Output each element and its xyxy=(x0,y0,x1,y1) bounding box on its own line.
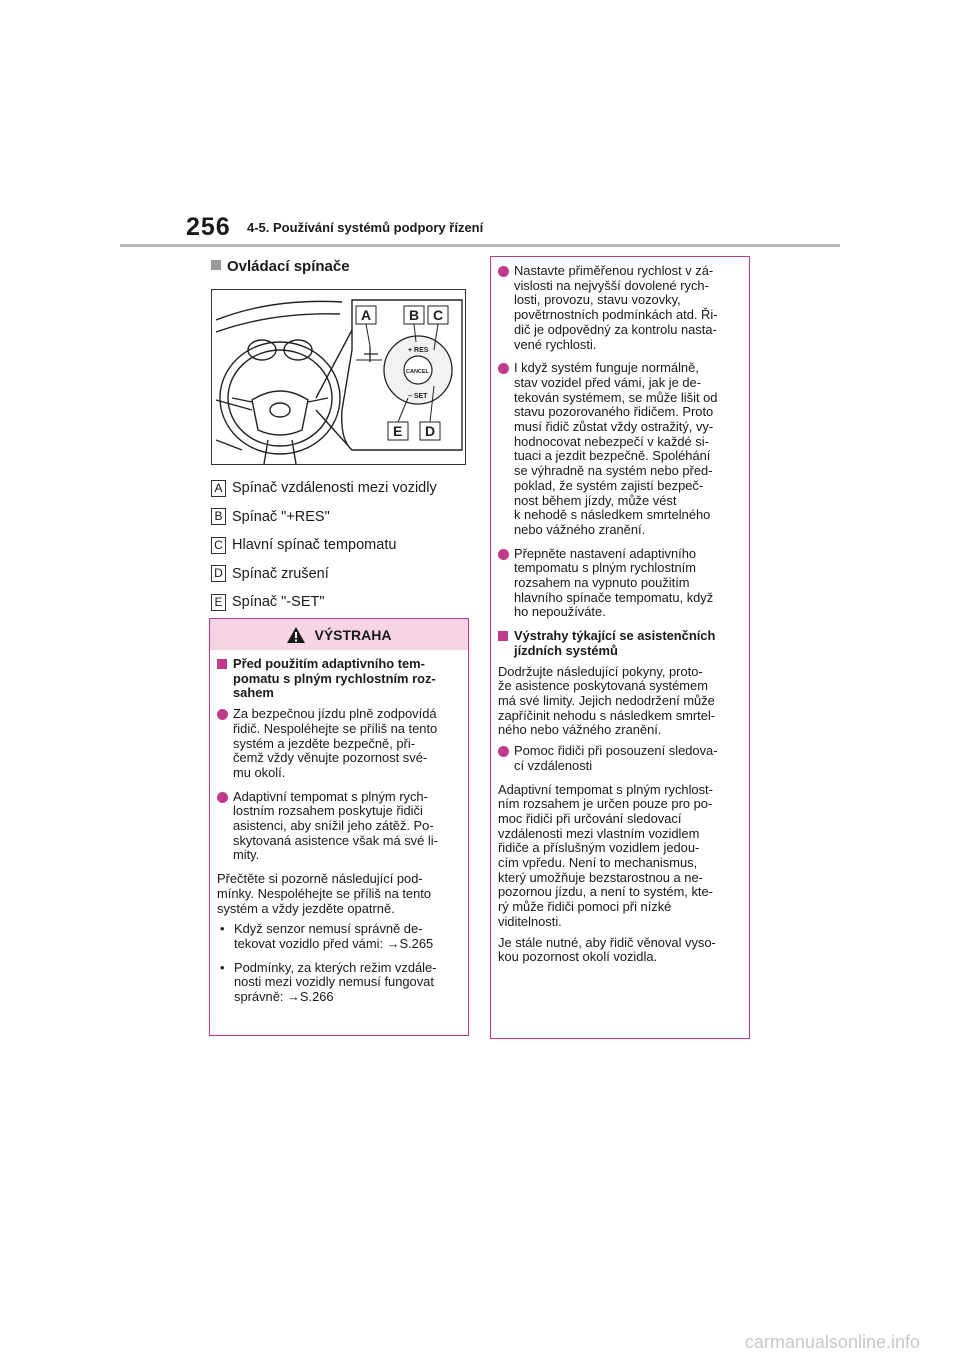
legend-text: Hlavní spínač tempomatu xyxy=(232,537,397,554)
text-line: I když systém funguje normálně, xyxy=(514,360,699,376)
warning-item-1 xyxy=(217,922,461,951)
warning-content xyxy=(210,650,468,1005)
label-legend xyxy=(211,474,471,617)
warning-header xyxy=(210,619,468,650)
text-line: Před použitím adaptivního tem- xyxy=(233,656,425,671)
text-line: kou pozornost okolí vozidla. xyxy=(498,949,658,965)
warning-item-2 xyxy=(217,961,461,1005)
text-line: mity. xyxy=(233,847,260,863)
legend-item-e xyxy=(211,588,471,617)
legend-key: E xyxy=(211,594,226,611)
text-line: který umožňuje bezstarostnou a ne- xyxy=(498,869,703,885)
text-line: Přečtěte si pozorně následující pod- xyxy=(217,871,423,887)
text-line: nost během jízdy, může vést xyxy=(514,492,677,508)
text-line: k nehodě s následkem smrtelného xyxy=(514,507,711,523)
section-title-text: Ovládací spínače xyxy=(227,258,350,275)
text-line: cí vzdálenosti xyxy=(514,757,593,773)
text-line: Adaptivní tempomat s plným rychlost- xyxy=(498,781,713,797)
square-bullet-icon xyxy=(498,631,508,641)
text-line: moc řidiči při určování sledovací xyxy=(498,810,682,826)
text-line: vislosti na nejvyšší dovolené rych- xyxy=(514,277,709,293)
right-bullet-3 xyxy=(498,547,742,621)
text-line: Výstrahy týkající se asistenčních xyxy=(514,628,716,644)
warning-continuation-box xyxy=(490,256,750,1039)
warning-heading xyxy=(217,657,461,701)
square-bullet-icon xyxy=(211,260,221,270)
text-line: Nastavte přiměřenou rychlost v zá- xyxy=(514,263,714,278)
callout-c: C xyxy=(433,307,444,323)
legend-key: A xyxy=(211,480,226,497)
callout-a: A xyxy=(361,307,372,323)
text-line: viditelnosti. xyxy=(498,913,562,929)
cancel-button-label: CANCEL xyxy=(406,369,429,375)
text-line: ním rozsahem je určen pouze pro po- xyxy=(498,796,713,812)
text-line: tuaci a jezdit bezpečně. Spoléhání xyxy=(514,448,711,464)
text-line: hodnocovat nebezpečí v každé si- xyxy=(514,433,709,449)
text-line: tempomatu s plným rychlostním xyxy=(514,560,696,576)
text-line: jízdních systémů xyxy=(514,642,618,658)
legend-key: C xyxy=(211,537,226,554)
text-line: má své limity. Jejich nedodržení může xyxy=(498,692,715,708)
text-line: lostním rozsahem poskytuje řidiči xyxy=(233,803,423,819)
text-line: pozornou jízdu, a není to systém, kte- xyxy=(498,884,713,900)
text-line: asistenci, aby snížil jeho zátěž. Po- xyxy=(233,818,434,834)
legend-text: Spínač zrušení xyxy=(232,565,329,582)
text-line: ho nepoužíváte. xyxy=(514,604,606,620)
res-button-label: + RES xyxy=(408,347,429,354)
text-line: vzdálenosti mezi vlastním vozidlem xyxy=(498,825,700,841)
round-bullet-icon xyxy=(217,792,228,803)
text-line: nosti mezi vozidly nemusí fungovat xyxy=(234,974,434,990)
text-line: stav vozidel před vámi, jak je de- xyxy=(514,374,701,390)
text-line: pomatu s plným rychlostním roz- xyxy=(233,670,436,686)
header-rule xyxy=(120,244,840,247)
steering-wheel-drawing xyxy=(212,290,465,464)
text-line: systém a jezděte bezpečně, při- xyxy=(233,735,415,751)
legend-item-c xyxy=(211,531,471,560)
text-line: mu okolí. xyxy=(233,764,286,780)
text-line: že asistence poskytovaná systémem xyxy=(498,678,708,694)
legend-item-b xyxy=(211,503,471,532)
chapter-title: 4-5. Používání systémů podpory řízení xyxy=(247,220,484,235)
warning-paragraph xyxy=(217,872,461,916)
legend-key: B xyxy=(211,508,226,525)
text-line: musí řidič zůstat vždy ostražitý, vy- xyxy=(514,419,714,435)
text-line: Adaptivní tempomat s plným rych- xyxy=(233,788,428,804)
text-line: poklad, že systém zajistí bezpeč- xyxy=(514,477,704,493)
page-reference-link[interactable]: správně: →S.266 xyxy=(234,989,334,1005)
text-line: systém a vždy jezděte opatrně. xyxy=(217,900,395,916)
warning-box xyxy=(209,618,469,1036)
text-line: zapříčinit nehodu s následkem smrtel- xyxy=(498,707,716,723)
text-line: stavu pozorovaného řidičem. Proto xyxy=(514,404,714,420)
right-paragraph-3 xyxy=(498,936,742,965)
text-line: rozsahem na vypnuto použitím xyxy=(514,575,690,591)
text-line: Je stále nutné, aby řidič věnoval vyso- xyxy=(498,934,716,950)
legend-item-a xyxy=(211,474,471,503)
text-line: ného nebo vážného zranění. xyxy=(498,722,662,738)
right-paragraph-2 xyxy=(498,783,742,930)
text-line: Přepněte nastavení adaptivního xyxy=(514,545,697,561)
round-bullet-icon xyxy=(498,363,509,374)
steering-wheel-illustration xyxy=(211,289,466,465)
warning-title: VÝSTRAHA xyxy=(314,626,392,643)
legend-text: Spínač vzdálenosti mezi vozidly xyxy=(232,480,437,497)
text-line: skytovaná asistence však má své li- xyxy=(233,832,438,848)
right-bullet-1 xyxy=(498,264,742,352)
legend-key: D xyxy=(211,565,226,582)
text-line: hlavního spínače tempomatu, když xyxy=(514,589,714,605)
legend-text: Spínač "+RES" xyxy=(232,508,330,525)
text-line: Když senzor nemusí správně de- xyxy=(234,921,423,937)
text-line: vené rychlosti. xyxy=(514,336,597,352)
right-heading xyxy=(498,629,742,658)
text-line: rý může řidiči pomoci při nízké xyxy=(498,899,672,915)
warning-bullet-1 xyxy=(217,707,461,781)
text-line: tekován systémem, se může lišit od xyxy=(514,389,718,405)
section-title xyxy=(211,258,350,275)
text-line: čemž vždy věnujte pozornost své- xyxy=(233,750,428,766)
page-reference-link[interactable]: tekovat vozidlo před vámi: →S.265 xyxy=(234,935,434,951)
legend-item-d xyxy=(211,560,471,589)
page-number: 256 xyxy=(186,213,231,241)
text-line: Pomoc řidiči při posouzení sledova- xyxy=(514,743,718,759)
text-line: mínky. Nespoléhejte se příliš na tento xyxy=(217,885,431,901)
warning-bullet-2 xyxy=(217,790,461,864)
round-bullet-icon xyxy=(498,746,509,757)
text-line: dič je odpovědný za kontrolu nasta- xyxy=(514,321,717,337)
callout-b: B xyxy=(409,307,420,323)
right-content xyxy=(491,257,749,965)
right-bullet-2 xyxy=(498,361,742,537)
text-line: losti, provozu, stavu vozovky, xyxy=(514,292,681,308)
round-bullet-icon xyxy=(217,709,228,720)
text-line: nebo vážného zranění. xyxy=(514,521,646,537)
square-bullet-icon xyxy=(217,659,227,669)
text-line: cím vpředu. Není to mechanismus, xyxy=(498,855,698,871)
text-line: Za bezpečnou jízdu plně zodpovídá xyxy=(233,706,437,722)
text-line: se výhradně na systém nebo před- xyxy=(514,463,713,479)
round-bullet-icon xyxy=(498,549,509,560)
text-line: Dodržujte následující pokyny, proto- xyxy=(498,663,703,679)
warning-triangle-icon xyxy=(286,626,306,644)
right-bullet-4 xyxy=(498,744,742,773)
text-line: řidiče a příslušným vozidlem jedou- xyxy=(498,840,700,856)
legend-text: Spínač "-SET" xyxy=(232,594,325,611)
watermark: carmanualsonline.info xyxy=(744,1332,920,1352)
callout-e: E xyxy=(393,423,403,439)
item-marker: • xyxy=(220,959,225,975)
round-bullet-icon xyxy=(498,266,509,277)
text-line: povětrnostních podmínkách atd. Ři- xyxy=(514,307,718,323)
item-marker: • xyxy=(220,921,225,937)
text-line: Podmínky, za kterých režim vzdále- xyxy=(234,959,437,975)
set-button-label: – SET xyxy=(408,393,428,400)
callout-d: D xyxy=(425,423,436,439)
right-paragraph-1 xyxy=(498,665,742,739)
text-line: řidič. Nespoléhejte se příliš na tento xyxy=(233,720,438,736)
text-line: sahem xyxy=(233,685,274,701)
